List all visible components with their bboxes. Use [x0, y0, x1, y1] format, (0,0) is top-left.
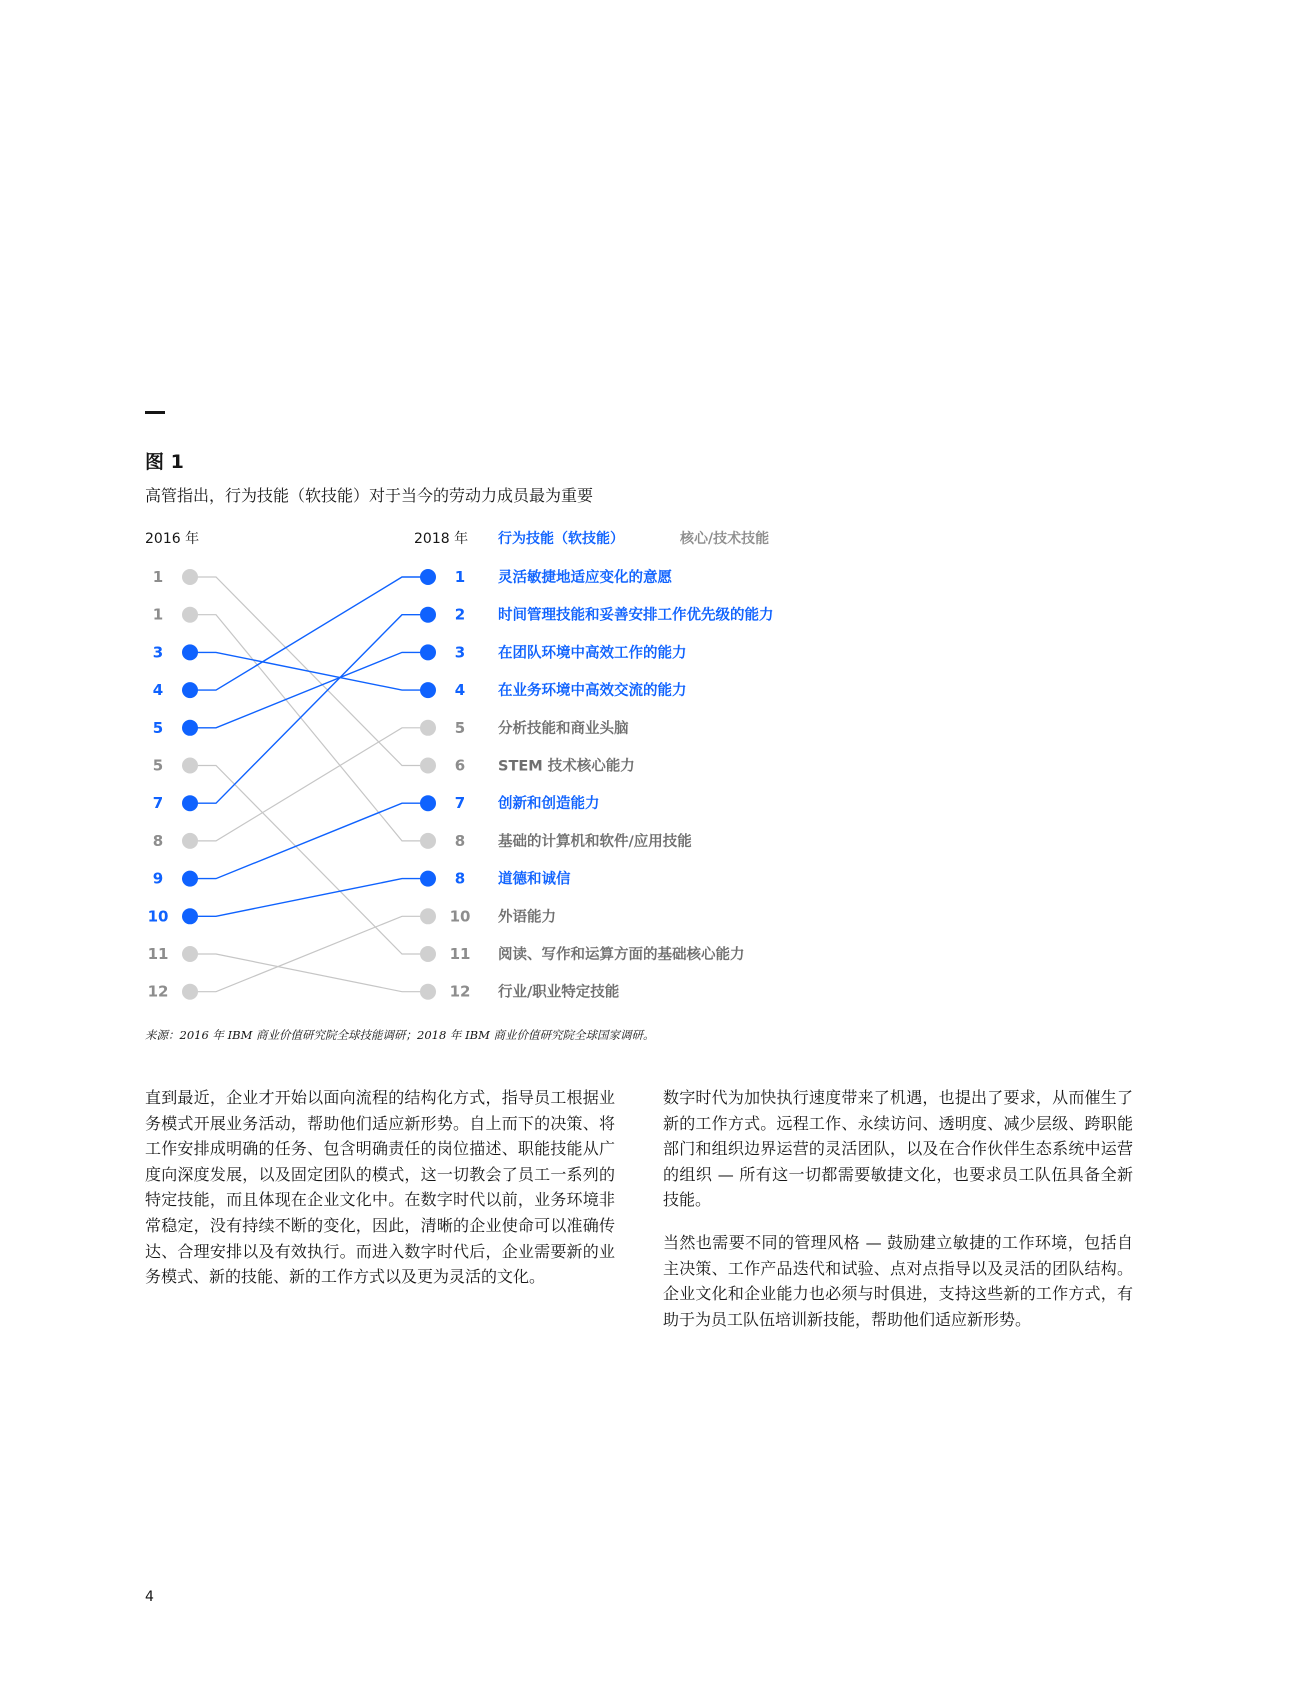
dot-2018	[420, 871, 436, 887]
dot-2018	[420, 758, 436, 774]
rank-2016-label: 8	[152, 831, 164, 850]
skill-label: 基础的计算机和软件/应用技能	[498, 833, 692, 850]
skill-label: 道德和诚信	[498, 871, 571, 888]
rank-2018-label: 8	[454, 831, 466, 850]
rank-2016-label: 10	[147, 907, 169, 926]
figure-subtitle: 高管指出，行为技能（软技能）对于当今的劳动力成员最为重要	[145, 486, 594, 505]
rank-2018-label: 4	[454, 681, 466, 700]
rank-2016-label: 5	[152, 756, 164, 775]
body-paragraph: 数字时代为加快执行速度带来了机遇，也提出了要求，从而催生了新的工作方式。远程工作、永续访问、透明度、减少层级、跨职能部门和组织边界运营的灵活团队，以及在合作伙伴生态系统中运营的组织 — 所有这一切都需要敏捷文化，也要求员工队伍具备全新技能。	[663, 1088, 1133, 1210]
header-2016: 2016 年	[145, 531, 200, 547]
skill-label: 在团队环境中高效工作的能力	[498, 645, 687, 662]
figure-label: 图 1	[145, 451, 184, 473]
skill-label: 时间管理技能和妥善安排工作优先级的能力	[498, 607, 774, 624]
skill-label: 灵活敏捷地适应变化的意愿	[498, 570, 672, 586]
skill-label: STEM 技术核心能力	[498, 758, 635, 775]
skill-label: 阅读、写作和运算方面的基础核心能力	[498, 947, 745, 963]
body-paragraph: 当然也需要不同的管理风格 — 鼓励建立敏捷的工作环境，包括自主决策、工作产品迭代和试验、点对点指导以及灵活的团队结构。企业文化和企业能力也必须与时俱进，支持这些新的工作方式，有助于为员工队伍培训新技能，帮助他们适应新形势。	[663, 1232, 1133, 1329]
dot-2016	[182, 795, 198, 811]
legend-core: 核心/技术技能	[680, 531, 770, 547]
dot-2018	[420, 795, 436, 811]
dot-2018	[420, 569, 436, 585]
rank-2016-label: 7	[152, 794, 164, 813]
rank-2016-label: 1	[152, 605, 164, 624]
dot-2016	[182, 946, 198, 962]
slope-line	[190, 954, 428, 992]
dot-2016	[182, 569, 198, 585]
dot-2016	[182, 607, 198, 623]
rank-2018-label: 6	[454, 756, 466, 775]
rank-2018-label: 2	[454, 605, 466, 624]
dot-2016	[182, 758, 198, 774]
dot-2016	[182, 682, 198, 698]
body-column-right	[663, 1085, 1133, 1349]
slope-line	[190, 879, 428, 917]
slope-line	[190, 916, 428, 991]
dot-2016	[182, 984, 198, 1000]
slope-line	[190, 803, 428, 878]
skill-label: 分析技能和商业头脑	[498, 720, 629, 737]
dot-2016	[182, 908, 198, 924]
body-paragraph: 直到最近，企业才开始以面向流程的结构化方式，指导员工根据业务模式开展业务活动，帮助他们适应新形势。自上而下的决策、将工作安排成明确的任务、包含明确责任的岗位描述、职能技能从广度向深度发展，以及固定团队的模式，这一切教会了员工一系列的特定技能，而且体现在企业文化中。在数字时代以前，业务环境非常稳定，没有持续不断的变化，因此，清晰的企业使命可以准确传达、合理安排以及有效执行。而进入数字时代后，企业需要新的业务模式、新的技能、新的工作方式以及更为灵活的文化。	[145, 1088, 615, 1287]
skill-label: 行业/职业特定技能	[498, 984, 620, 1001]
skill-label: 外语能力	[498, 909, 556, 926]
rank-2018-label: 12	[449, 982, 471, 1001]
page-number: 4	[145, 1589, 154, 1605]
rank-2016-label: 1	[152, 568, 164, 586]
rank-2016-label: 11	[147, 945, 169, 963]
rank-2018-label: 1	[454, 568, 466, 586]
rank-2016-label: 3	[152, 643, 164, 662]
header-2018: 2018 年	[414, 531, 469, 547]
slope-line	[190, 577, 428, 690]
rank-2016-label: 4	[152, 681, 164, 700]
dot-2018	[420, 908, 436, 924]
dot-2016	[182, 833, 198, 849]
dot-2018	[420, 607, 436, 623]
dot-2016	[182, 871, 198, 887]
slope-line	[190, 652, 428, 727]
rank-2018-label: 11	[449, 945, 471, 963]
body-column-left	[145, 1085, 615, 1307]
dot-2018	[420, 984, 436, 1000]
dot-2018	[420, 644, 436, 660]
rank-2018-label: 5	[454, 718, 466, 737]
skill-label: 创新和创造能力	[498, 796, 600, 813]
figure-source: 来源：2016 年 IBM 商业价值研究院全球技能调研；2018 年 IBM 商业价值研究院全球国家调研。	[145, 1028, 655, 1042]
dot-2016	[182, 720, 198, 736]
dot-2018	[420, 682, 436, 698]
rank-2018-label: 10	[449, 907, 471, 926]
dot-2018	[420, 720, 436, 736]
rank-2016-label: 5	[152, 718, 164, 737]
dot-2016	[182, 644, 198, 660]
rank-2018-label: 7	[454, 794, 466, 813]
rank-2018-label: 8	[454, 869, 466, 888]
slope-line	[190, 728, 428, 841]
rank-2016-label: 9	[152, 869, 164, 888]
rank-2018-label: 3	[454, 643, 466, 662]
skill-label: 在业务环境中高效交流的能力	[498, 683, 687, 700]
rank-2016-label: 12	[147, 982, 169, 1001]
dot-2018	[420, 833, 436, 849]
legend-behavioral: 行为技能（软技能）	[498, 531, 624, 547]
dot-2018	[420, 946, 436, 962]
